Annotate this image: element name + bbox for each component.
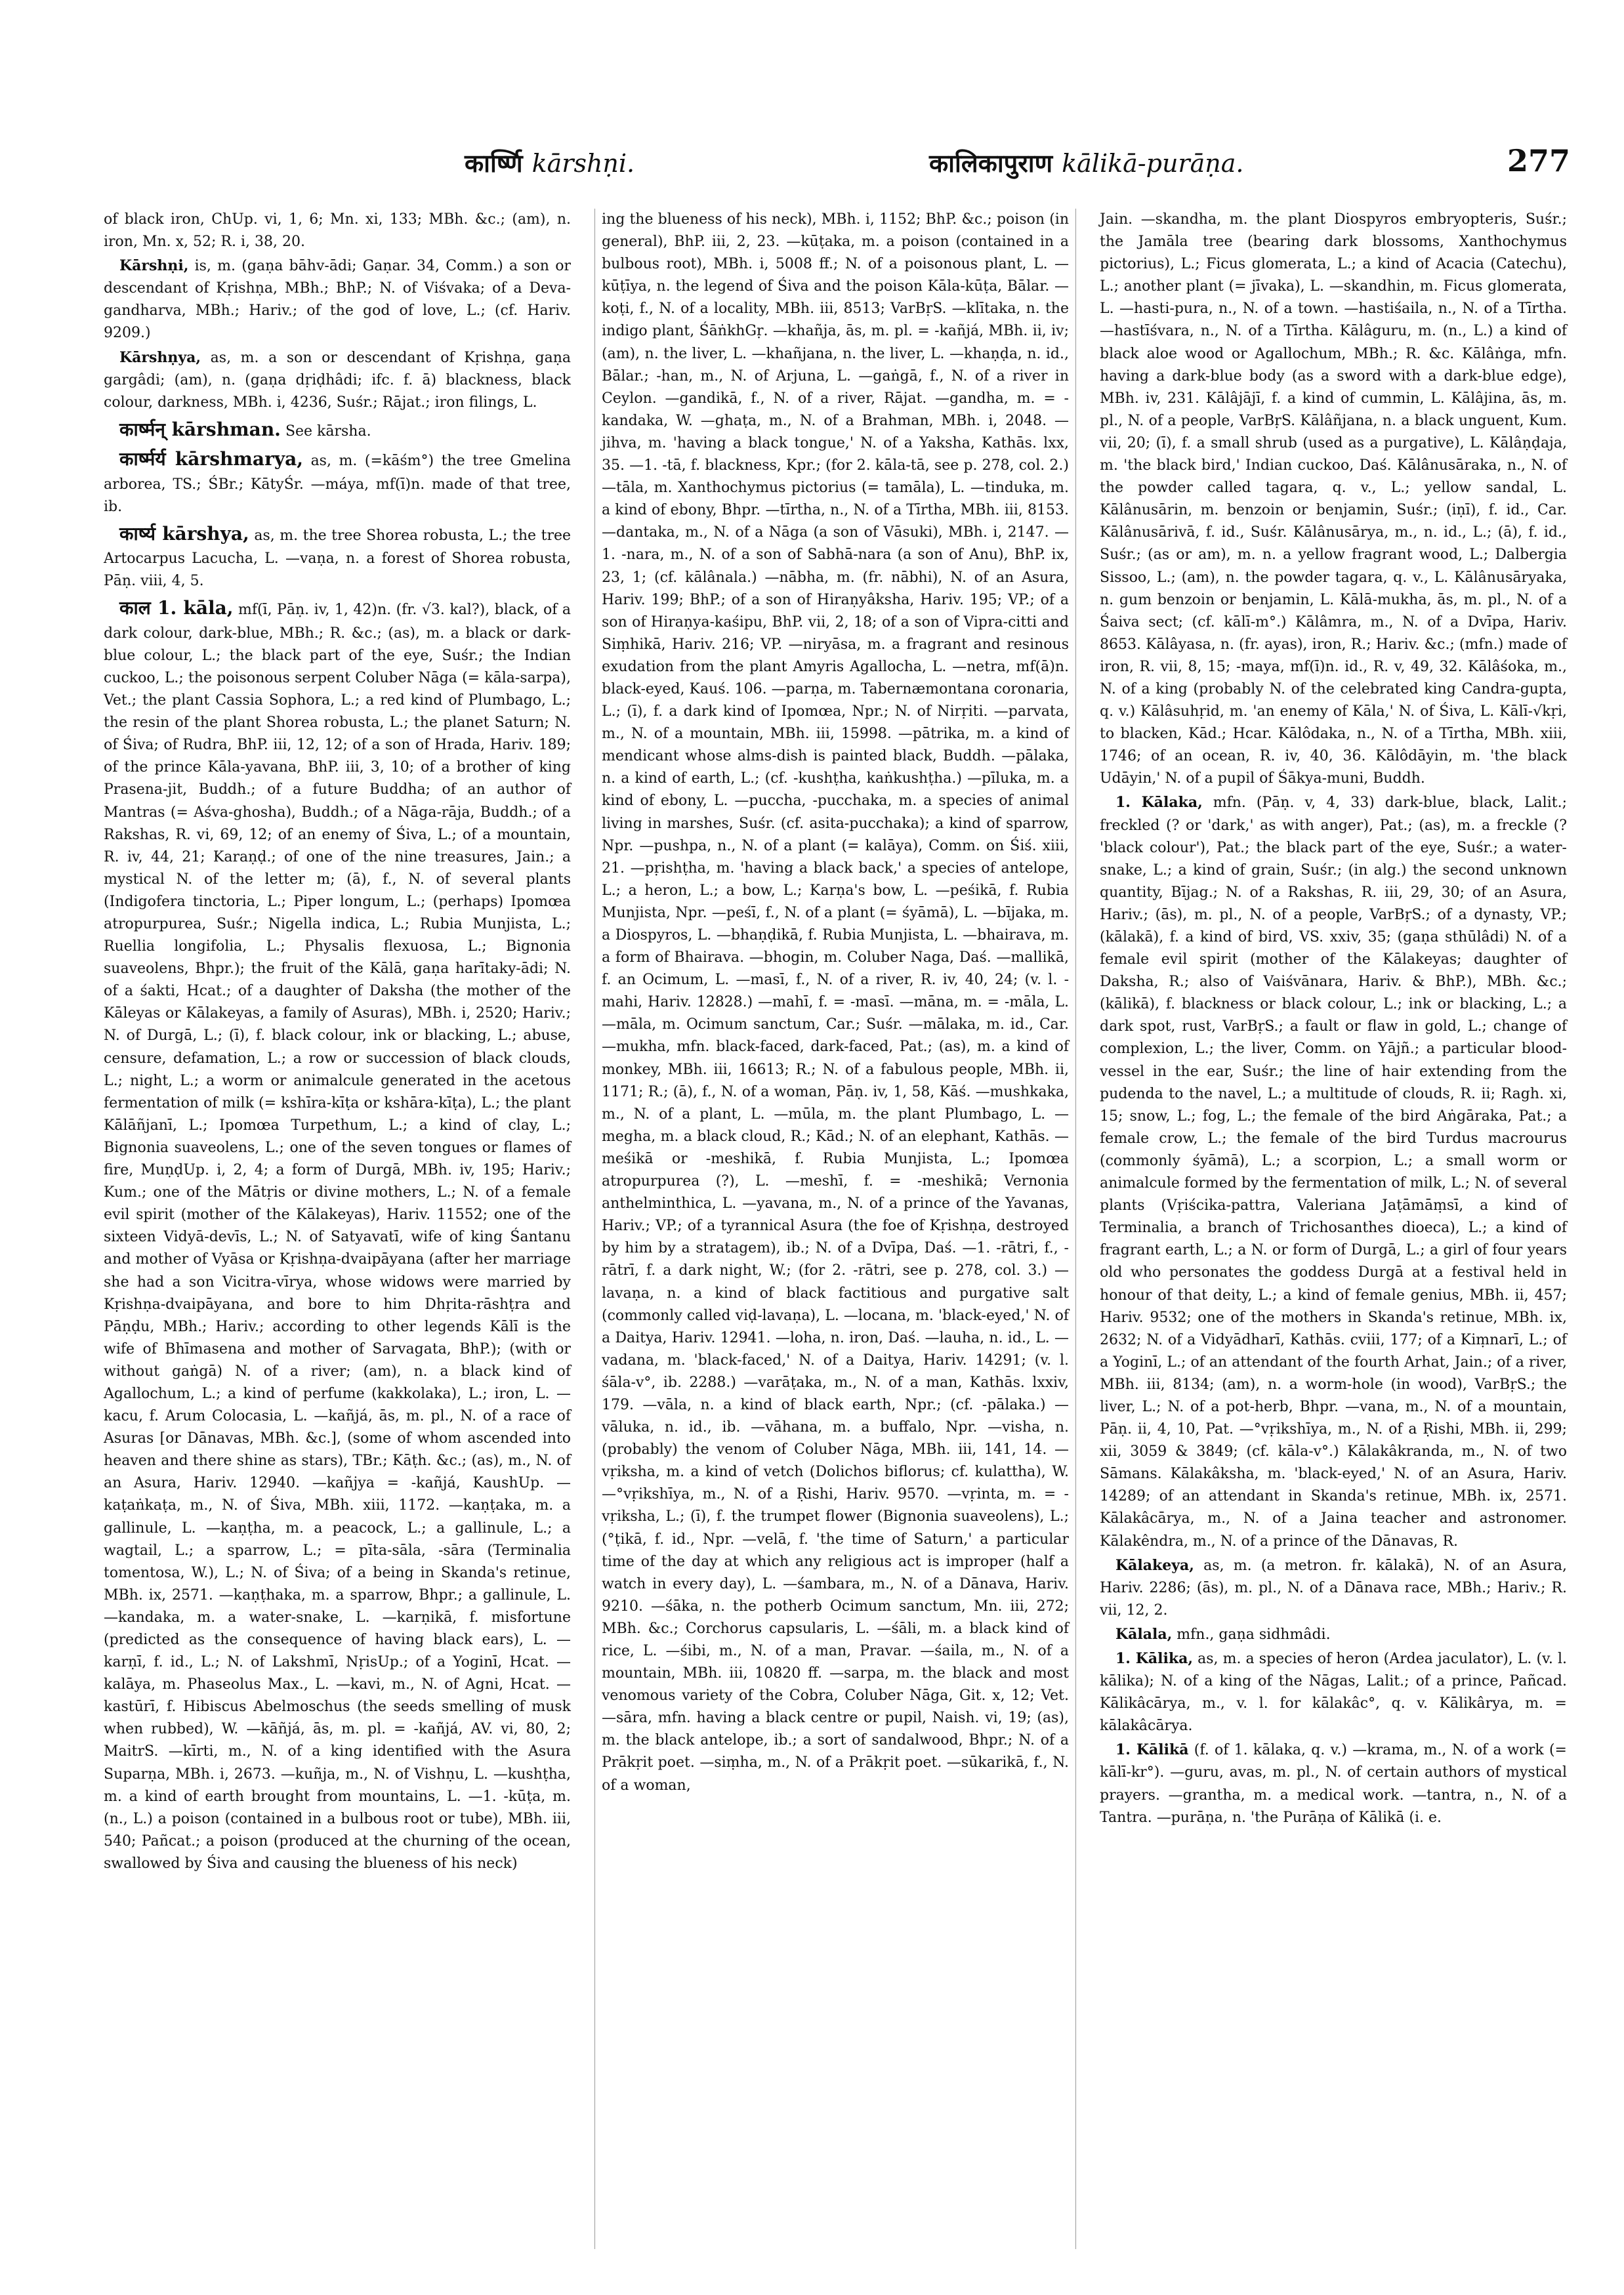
dictionary-entry: [104, 346, 571, 414]
running-head-middle: [929, 146, 1243, 180]
entry-text: mfn., gaṇa sidhmâdi.: [1176, 1626, 1331, 1643]
entry-text: of black iron, ChUp. vi, 1, 6; Mn. xi, 133; MBh. &c.; (am), n. iron, Mn. x, 52; R. i, 38, 20.: [104, 211, 571, 251]
entry-text: as, m. the tree Shorea robusta, L.; the tree Artocarpus Lacucha, L. —vaṇa, n. a forest of Shorea robusta, Pāṇ. viii, 4, 5.: [104, 527, 571, 590]
entry-headword: कार्ष्य kārshya,: [119, 522, 249, 545]
entry-text: as, m. a species of heron (Ardea jaculator), L. (v. l. kālika); N. of a king of the Nāgas, Lalit.; of a prince, Pañcad. Kālikâcārya, m., v. l. for kālakâc°, q. v. Kālikârya, m. = kālakâcārya.: [1100, 1651, 1568, 1735]
entry-headword: कार्ष्मर्य kārshmarya,: [119, 448, 303, 470]
dictionary-entry: [104, 520, 571, 593]
entry-headword: 1. Kālikā: [1115, 1741, 1189, 1759]
dictionary-entry: [1100, 1623, 1567, 1646]
running-head-middle-roman: kālikā-purāṇa.: [1062, 149, 1244, 178]
entry-headword: काल 1. kāla,: [119, 597, 234, 619]
dictionary-entry: [1100, 1739, 1567, 1829]
dictionary-entry: [602, 209, 1069, 1797]
dictionary-entry: [1100, 791, 1567, 1552]
dictionary-entry: [1100, 1554, 1567, 1622]
dictionary-columns: [97, 209, 1573, 2249]
entry-headword: 1. Kālaka,: [1115, 794, 1203, 812]
entry-text: mfn. (Pāṇ. v, 4, 33) dark-blue, black, Lalit.; freckled (? or 'dark,' as with anger), Pat.; (as), m. a freckle (? 'black colour'), Pat.; the black part of the eye, Suśr.; a water-snake, L.; a kind of grain, Suśr.; (in alg.) the second unknown quantity, Bījag.; N. of a Rakshas, R. iii, 29, 30; of an Asura, Hariv.; (ās), m. pl., N. of a people, VarBṛS.; of a dynasty, VP.; (kālakā), f. a kind of bird, VS. xxiv, 35; (gaṇa sthūlâdi) N. of a female evil spirit (mother of the Kālakeyas; daughter of Daksha, R.; also of Vaiśvānara, Hariv. & BhP.), MBh. &c.; (kālikā), f. blackness or black colour, L.; ink or blacking, L.; a dark spot, rust, VarBṛS.; a fault or flaw in gold, L.; change of complexion, L.; the liver, Comm. on Yājñ.; a particular blood-vessel in the ear, Suśr.; the line of hair extending from the pudenda to the navel, L.; a multitude of clouds, R. ii; Ragh. xi, 15; snow, L.; fog, L.; the female of the bird Aṅgāraka, Pat.; a female crow, L.; the female of the bird Turdus macrourus (commonly śyāmā), L.; a scorpion, L.; a small worm or animalcule formed by the fermentation of milk, L.; N. of several plants (Vṛiścika-pattra, Valeriana Jaṭāmāṃsī, a kind of Terminalia, a branch of Trichosanthes dioeca), L.; a kind of fragrant earth, L.; a N. or form of Durgā, L.; a girl of four years old who personates the goddess Durgā at a festival held in honour of that deity, L.; a kind of female genius, MBh. ii, 457; Hariv. 9532; one of the mothers in Skanda's retinue, MBh. ix, 2632; N. of a Vidyādharī, Kathās. cviii, 177; of a Kiṃnarī, L.; of a Yoginī, L.; of an attendant of the fourth Arhat, Jain.; of a river, MBh. iii, 8134; (am), n. a worm-hole (in wood), VarBṛS.; the liver, L.; N. of a pot-herb, Bhpr. —vana, m., N. of a mountain, Pāṇ. ii, 4, 10, Pat. —°vṛikshīya, m., N. of a Ṛishi, MBh. ii, 299; xii, 3059 & 3849; (cf. kāla-v°.) Kālakâkranda, m., N. of two Sāmans. Kālakâksha, m. 'black-eyed,' N. of an Asura, Hariv. 14289; of an attendant in Skanda's retinue, MBh. ix, 2571. Kālakâcārya, m., N. of a Jaina teacher and astronomer. Kālakêndra, m., N. of a prince of the Dānavas, R.: [1100, 795, 1567, 1550]
entry-headword: Kārshṇya,: [119, 348, 201, 366]
entry-text: (f. of 1. kālaka, q. v.) —krama, m., N. of a work (= kālī-kr°). —guru, avas, m. pl., N. of certain authors of mystical prayers. —grantha, m. a medical work. —tantra, n., N. of a Tantra. —purāṇa, n. 'the Purāṇa of Kālikā (i. e.: [1100, 1742, 1567, 1826]
dictionary-entry: [1100, 1647, 1567, 1737]
entry-headword: कार्ष्मन् kārshman.: [119, 418, 281, 440]
page-header: [97, 143, 1570, 193]
entry-text: Jain. —skandha, m. the plant Diospyros embryopteris, Suśr.; the Jamāla tree (bearing dark blossoms, Xanthochymus pictorius), L.; Ficus glomerata, L.; a kind of Acacia (Catechu), L.; another plant (= jīvaka), L. —skandhin, m. Ficus glomerata, L. —hasti-pura, n., N. of a town. —hastiśaila, n., N. of a Tīrtha. —hastīśvara, n., N. of a Tīrtha. Kālâguru, m. (n., L.) a kind of black aloe wood or Agallochum, MBh.; R. &c. Kālâṅga, mfn. having a dark-blue body (as a sword with a dark-blue edge), MBh. iv, 231. Kālâjājī, f. a kind of cummin, L. Kālâjina, ās, m. pl., N. of a people, VarBṛS. Kālâñjana, n. a black unguent, Kum. vii, 20; (ī), f. a small shrub (used as a purgative), L. Kālâṇḍaja, m. 'the black bird,' Indian cuckoo, Daś. Kālânusāraka, n., N. of the powder called tagara, q. v., L.; yellow sandal, L. Kālânusārin, m. benzoin or benjamin, Suśr.; (iṇī), f. id., Car. Kālânusārivā, f. id., Suśr. Kālânusārya, m., n. id., L.; (ā), f. id., Suśr.; (as or am), m. n. a yellow fragrant wood, L.; Dalbergia Sissoo, L.; (am), n. the powder tagara, q. v., L. Kālânusāryaka, n. gum benzoin or benjamin, L. Kālā-mukha, ās, m. pl., N. of a Śaiva sect; (cf. kālī-m°.) Kālâmra, m., N. of a Dvīpa, Hariv. 8653. Kālâyasa, n. (fr. ayas), iron, R.; Hariv. &c.; (mfn.) made of iron, R. vii, 8, 15; -maya, mf(ī)n. id., R. v, 49, 32. Kālâśoka, m., N. of a king (probably N. of the celebrated king Candra-gupta, q. v.) Kālâsuhṛid, m. 'an enemy of Kāla,' N. of Śiva, L. Kālī-√kṛi, to blacken, Kād.; Hcar. Kālôdaka, n., N. of a Tīrtha, MBh. xiii, 1746; of an ocean, R. iv, 40, 36. Kālôdāyin, m. 'the black Udāyin,' N. of a pupil of Śākya-muni, Buddh.: [1100, 211, 1567, 787]
dictionary-entry: [104, 594, 571, 1875]
entry-headword: Kārshṇi,: [119, 257, 189, 275]
entry-text: ing the blueness of his neck), MBh. i, 1152; BhP. &c.; poison (in general), BhP. iii, 2, 23. —kūṭaka, m. a poison (contained in a bulbous root), MBh. i, 5008 ff.; N. of a poisonous plant, L. —kūṭīya, n. the legend of Śiva and the poison Kāla-kūṭa, Bālar. —koṭi, f., N. of a locality, MBh. iii, 8513; VarBṛS. —klītaka, n. the indigo plant, ŚāṅkhGṛ. —khañja, ās, m. pl. = -kañjá, MBh. ii, iv; (am), n. the liver, L. —khañjana, n. the liver, L. —khaṇḍa, n. id., Bālar.; -han, m., N. of Arjuna, L. —gaṅgā, f., N. of a river in Ceylon. —gandikā, f., N. of a river, Rājat. —gandha, m. = -kandaka, W. —ghaṭa, m., N. of a Brahman, MBh. i, 2048. —jihva, m. 'having a black tongue,' N. of a Yaksha, Kathās. lxx, 35. —1. -tā, f. blackness, Kpr.; (for 2. kāla-tā, see p. 278, col. 2.) —tāla, m. Xanthochymus pictorius (= tamāla), L. —tinduka, m. a kind of ebony, Bhpr. —tīrtha, n., N. of a Tīrtha, MBh. iii, 8153. —dantaka, m., N. of a Nāga (a son of Vāsuki), MBh. i, 2147. —1. -nara, m., N. of a son of Sabhā-nara (a son of Anu), BhP. ix, 23, 1; (cf. kālânala.) —nābha, m. (fr. nābhi), N. of an Asura, Hariv. 199; BhP.; of a son of Hiraṇyâksha, Hariv. 195; VP.; of a son of Hiraṇya-kaśipu, BhP. vii, 2, 18; of a son of Vipra-citti and Siṃhikā, Hariv. 216; VP. —niryāsa, m. a fragrant and resinous exudation from the plant Amyris Agallocha, L. —netra, mf(ā)n. black-eyed, Kauś. 106. —parṇa, m. Tabernæmontana coronaria, L.; (ī), f. a dark kind of Ipomœa, Npr.; N. of Nirṛiti. —parvata, m., N. of a mountain, MBh. iii, 15998. —pātrika, m. a kind of mendicant whose alms-dish is painted black, Buddh. —pālaka, n. a kind of earth, L.; (cf. -kushṭha, kaṅkushṭha.) —pīluka, m. a kind of ebony, L. —puccha, -pucchaka, m. a species of animal living in marshes, Suśr. (cf. asita-pucchaka); a kind of sparrow, Npr. —pushpa, n., N. of a plant (= kalāya), Comm. on Śiś. xiii, 21. —pṛishṭha, m. 'having a black back,' a species of antelope, L.; a heron, L.; a bow, L.; Karṇa's bow, L. —peśikā, f. Rubia Munjista, Npr. —peśī, f., N. of a plant (= śyāmā), L. —bījaka, m. a Diospyros, L. —bhaṇḍikā, f. Rubia Munjista, L. —bhairava, m. a form of Bhairava. —bhogin, m. Coluber Naga, Daś. —mallikā, f. an Ocimum, L. —masī, f., N. of a river, R. iv, 40, 24; (v. l. -mahi, Hariv. 12828.) —mahī, f. = -masī. —māna, m. = -māla, L. —māla, m. Ocimum sanctum, Car.; Suśr. —mālaka, m. id., Car. —mukha, mfn. black-faced, dark-faced, Pat.; (as), m. a kind of monkey, MBh. iii, 16613; R.; N. of a fabulous people, MBh. ii, 1171; R.; (ā), f., N. of a woman, Pāṇ. iv, 1, 58, Kāś. —mushkaka, m., N. of a plant, L. —mūla, m. the plant Plumbago, L. —megha, m. a black cloud, R.; Kād.; N. of an elephant, Kathās. —meśikā or -meshikā, f. Rubia Munjista, L.; Ipomœa atropurpurea (?), L. —meshī, f. = -meshikā; Vernonia anthelminthica, L. —yavana, m., N. of a prince of the Yavanas, Hariv.; VP.; of a tyrannical Asura (the foe of Kṛishṇa, destroyed by him by a stratagem), ib.; N. of a Dvīpa, Daś. —1. -rātri, f., -rātrī, f. a dark night, W.; (for 2. -rātri, see p. 278, col. 3.) —lavaṇa, n. a kind of black factitious and purgative salt (commonly called viḍ-lavaṇa), L. —locana, m. 'black-eyed,' N. of a Daitya, Hariv. 12941. —loha, n. iron, Daś. —lauha, n. id., L. —vadana, m. 'black-faced,' N. of a Daitya, Hariv. 14291; (v. l. śāla-v°, ib. 2288.) —varāṭaka, m., N. of a man, Kathās. lxxiv, 179. —vāla, n. a kind of black earth, Npr.; (cf. -pālaka.) —vāluka, n. id., ib. —vāhana, m. a buffalo, Npr. —visha, n. (probably) the venom of Coluber Nāga, MBh. iii, 141, 14. —vṛiksha, m. a kind of vetch (Dolichos biflorus; cf. kulattha), W. —°vṛikshīya, m., N. of a Ṛishi, Hariv. 9570. —vṛinta, m. = -vṛiksha, L.; (ī), f. the trumpet flower (Bignonia suaveolens), L.; (°ṭikā, f. id., Npr. —velā, f. 'the time of Saturn,' a particular time of the day at which any religious act is improper (half a watch in every day), L. —śambara, m., N. of a Dānava, Hariv. 9210. —śāka, n. the potherb Ocimum sanctum, Mn. iii, 272; MBh. &c.; Corchorus capsularis, L. —śāli, m. a black kind of rice, L. —śibi, m., N. of a man, Pravar. —śaila, m., N. of a mountain, MBh. iii, 10820 ff. —sarpa, m. the black and most venomous variety of the Cobra, Coluber Nāga, Git. x, 12; Vet. —sāra, mfn. having a black centre or pupil, Naish. vi, 19; (as), m. the black antelope, ib.; a sort of sandalwood, Bhpr.; N. of a Prākṛit poet. —siṃha, m., N. of a Prākṛit poet. —sūkarikā, f., N. of a woman,: [602, 211, 1069, 1794]
entry-text: mf(ī, Pāṇ. iv, 1, 42)n. (fr. √3. kal?), black, of a dark colour, dark-blue, MBh.; R. &c.; (as), m. a black or dark-blue colour, L.; the black part of the eye, Suśr.; the Indian cuckoo, L.; the poisonous serpent Coluber Nāga (= kāla-sarpa), Vet.; the plant Cassia Sophora, L.; a red kind of Plumbago, L.; the resin of the plant Shorea robusta, L.; the planet Saturn; N. of Śiva; of Rudra, BhP. iii, 12, 12; of a son of Hrada, Hariv. 189; of the prince Kāla-yavana, BhP. iii, 3, 10; of a brother of king Prasena-jit, Buddh.; of a future Buddha; of an author of Mantras (= Aśva-ghosha), Buddh.; of a Nāga-rāja, Buddh.; of a Rakshas, R. vi, 69, 12; of an enemy of Śiva, L.; of a mountain, R. iv, 44, 21; Karaṇḍ.; of one of the nine treasures, Jain.; a mystical N. of the letter m; (ā), f., N. of several plants (Indigofera tinctoria, L.; Piper longum, L.; (perhaps) Ipomœa atropurpurea, Suśr.; Nigella indica, L.; Rubia Munjista, L.; Ruellia longifolia, L.; Physalis flexuosa, L.; Bignonia suaveolens, Bhpr.); the fruit of the Kālā, gaṇa harītaky-ādi; N. of a śakti, Hcat.; of a daughter of Daksha (the mother of the Kāleyas or Kālakeyas, a family of Asuras), MBh. i, 2520; Hariv.; N. of Durgā, L.; (ī), f. black colour, ink or blacking, L.; abuse, censure, defamation, L.; a row or succession of black clouds, L.; night, L.; a worm or animalcule generated in the acetous fermentation of milk (= kshīra-kīṭa or kshāra-kīṭa), L.; the plant Kālāñjanī, L.; Ipomœa Turpethum, L.; a kind of clay, L.; Bignonia suaveolens, L.; one of the seven tongues or flames of fire, MuṇḍUp. i, 2, 4; a form of Durgā, MBh. iv, 195; Hariv.; Kum.; one of the Mātṛis or divine mothers, L.; N. of a female evil spirit (mother of the Kālakeyas), Hariv. 11552; one of the sixteen Vidyā-devīs, L.; N. of Satyavatī, wife of king Śantanu and mother of Vyāsa or Kṛishṇa-dvaipāyana (after her marriage she had a son Vicitra-vīrya, whose widows were married by Kṛishṇa-dvaipāyana, and bore to him Dhṛita-rāshṭra and Pāṇḍu, MBh.; Hariv.; according to other legends Kālī is the wife of Bhīmasena and mother of Sarvagata, BhP.); (with or without gaṅgā) N. of a river; (am), n. a black kind of Agallochum, L.; a kind of perfume (kakkolaka), L.; iron, L. —kacu, f. Arum Colocasia, L. —kañjá, ās, m. pl., N. of a race of Asuras [or Dānavas, MBh. &c.], (some of whom ascended into heaven and there shine as stars), TBr.; Kāṭh. &c.; (as), m., N. of an Asura, Hariv. 12940. —kañjya = -kañjá, KaushUp. —kaṭaṅkaṭa, m., N. of Śiva, MBh. xiii, 1172. —kaṇṭaka, m. a gallinule, L. —kaṇṭha, m. a peacock, L.; a gallinule, L.; a wagtail, L.; a sparrow, L.; = pīta-sāla, -sāra (Terminalia tomentosa, W.), L.; N. of Śiva; of a being in Skanda's retinue, MBh. ix, 2571. —kaṇṭhaka, m. a sparrow, Bhpr.; a gallinule, L. —kandaka, m. a water-snake, L. —karṇikā, f. misfortune (predicted as the consequence of having black ears), L. —karṇī, f. id., L.; N. of Lakshmī, NṛisUp.; of a Yoginī, Hcat. —kalāya, m. Phaseolus Max., L. —kavi, m., N. of Agni, Hcat. —kastūrī, f. Hibiscus Abelmoschus (the seeds smelling of musk when rubbed), W. —kāñjá, ās, m. pl. = -kañjá, AV. vi, 80, 2; MaitrS. —kīrti, m., N. of a king identified with the Asura Suparṇa, MBh. i, 2673. —kuñja, m., N. of Vishṇu, L. —kushṭha, m. a kind of earth brought from mountains, L. —1. -kūṭa, m. (n., L.) a poison (contained in a bulbous root or tube), MBh. iii, 540; Pañcat.; a poison (produced at the churning of the ocean, swallowed by Śiva and causing the blueness of his neck): [104, 602, 571, 1872]
entry-headword: Kālakeya,: [1115, 1556, 1194, 1574]
running-head-left-devanagari: कार्ष्णि: [465, 148, 523, 178]
entry-text: as, m. (a metron. fr. kālakā), N. of an Asura, Hariv. 2286; (ās), m. pl., N. of a Dānava race, MBh.; Hariv.; R. vii, 12, 2.: [1100, 1557, 1567, 1619]
entry-headword: 1. Kālika,: [1115, 1650, 1193, 1667]
entry-headword: Kālala,: [1115, 1625, 1173, 1643]
running-head-left: [465, 146, 635, 180]
entry-text: as, m. a son or descendant of Kṛishṇa, gaṇa gargâdi; (am), n. (gaṇa dṛiḍhâdi; ifc. f. ā) blackness, black colour, darkness, MBh. i, 4236, Suśr.; Rājat.; iron filings, L.: [104, 349, 571, 411]
dictionary-entry: [104, 445, 571, 518]
entry-text: as, m. (=kāśm°) the tree Gmelina arborea, TS.; ŚBr.; KātyŚr. —máya, mf(ī)n. made of that tree, ib.: [104, 453, 572, 515]
dictionary-entry: [104, 255, 571, 344]
dictionary-entry: [104, 209, 571, 253]
column-2: [594, 209, 1076, 2249]
running-head-middle-devanagari: कालिकापुराण: [929, 148, 1053, 178]
column-1: [97, 209, 577, 2249]
page-number: 277: [1507, 143, 1570, 178]
running-head-left-roman: kārshṇi.: [531, 149, 635, 178]
column-3: [1093, 209, 1573, 2249]
dictionary-entry: [1100, 209, 1567, 790]
entry-text: See kārsha.: [285, 423, 371, 440]
entry-text: is, m. (gaṇa bāhv-ādi; Gaṇar. 34, Comm.) a son or descendant of Kṛishṇa, MBh.; BhP.; N. of Viśvaka; of a Deva-gandharva, MBh.; Hariv.; of the god of love, L.; (cf. Hariv. 9209.): [104, 258, 571, 342]
dictionary-entry: [104, 415, 571, 444]
